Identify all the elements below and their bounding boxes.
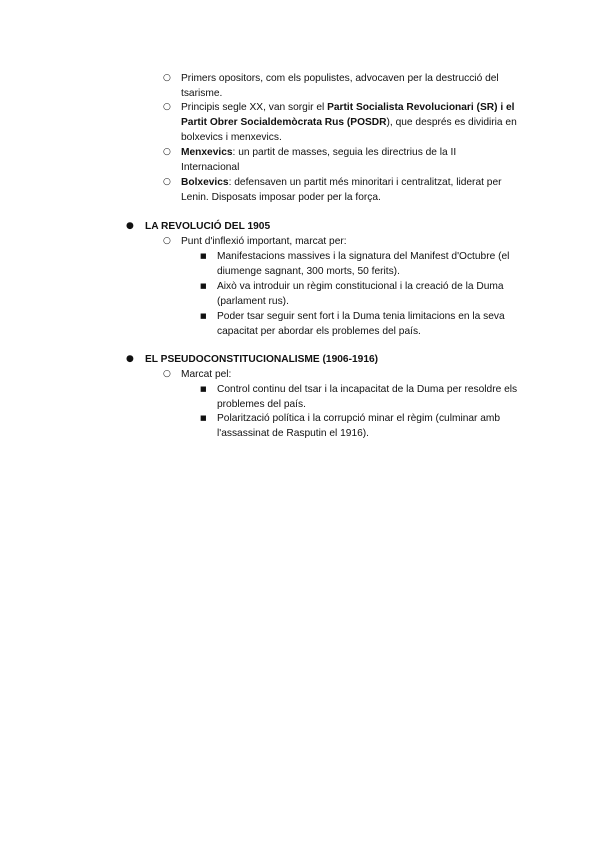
section-heading: LA REVOLUCIÓ DEL 1905 bbox=[145, 221, 271, 232]
list-item: Principis segle XX, van sorgir el Partit Socialista Revolucionari (SR) i el Partit Obrer Socialdemòcrata Rus (POSDR), que després es dividiria en bolxevics i menxevics. bbox=[181, 102, 517, 143]
circle-bullet-icon: ○ bbox=[163, 236, 171, 246]
circle-bullet-icon: ○ bbox=[163, 102, 171, 112]
square-bullet-icon: ■ bbox=[200, 282, 207, 290]
list-item: Control continu del tsar i la incapacitat de la Duma per resoldre els problemes del país. bbox=[217, 384, 518, 410]
circle-bullet-icon: ○ bbox=[163, 73, 171, 83]
list-item: Polarització política i la corrupció minar el règim (culminar amb l'assassinat de Rasputin el 1916). bbox=[217, 413, 501, 439]
list-item: Manifestacions massives i la signatura del Manifest d'Octubre (el diumenge sagnant, 300 morts, 50 ferits). bbox=[217, 251, 510, 277]
square-bullet-icon: ■ bbox=[200, 252, 207, 260]
list-item: Marcat pel: bbox=[181, 369, 232, 380]
square-bullet-icon: ■ bbox=[200, 385, 207, 393]
section-heading: EL PSEUDOCONSTITUCIONALISME (1906-1916) bbox=[145, 354, 379, 365]
disc-bullet-icon: ● bbox=[126, 221, 134, 231]
list-item: Menxevics: un partit de masses, seguia les directrius de la II Internacional bbox=[181, 147, 457, 173]
list-item: Bolxevics: defensaven un partit més minoritari i centralitzat, liderat per Lenin. Disposats imposar poder per la força. bbox=[181, 177, 502, 203]
circle-bullet-icon: ○ bbox=[163, 177, 171, 187]
square-bullet-icon: ■ bbox=[200, 312, 207, 320]
square-bullet-icon: ■ bbox=[200, 414, 207, 422]
list-item: Punt d'inflexió important, marcat per: bbox=[181, 236, 347, 247]
circle-bullet-icon: ○ bbox=[163, 369, 171, 379]
list-item: Poder tsar seguir sent fort i la Duma tenia limitacions en la seva capacitat per abordar els problemes del país. bbox=[217, 311, 505, 337]
list-item: Això va introduir un règim constitucional i la creació de la Duma (parlament rus). bbox=[217, 281, 504, 307]
disc-bullet-icon: ● bbox=[126, 354, 134, 364]
list-item: Primers opositors, com els populistes, advocaven per la destrucció del tsarisme. bbox=[181, 73, 499, 99]
circle-bullet-icon: ○ bbox=[163, 147, 171, 157]
